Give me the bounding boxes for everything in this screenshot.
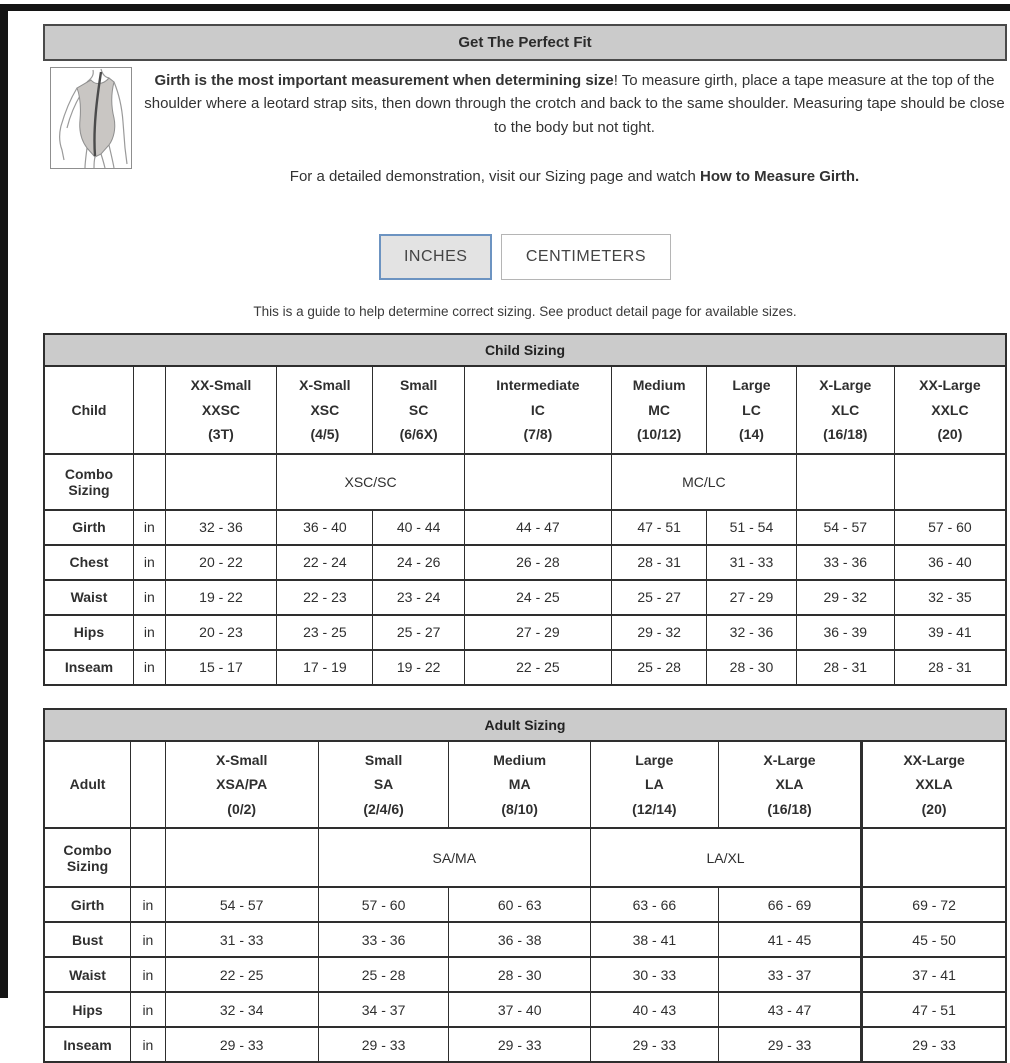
unit-value: in xyxy=(131,887,166,922)
adult-table-header-row xyxy=(44,741,1006,829)
unit-column-header xyxy=(133,366,165,454)
cell-value: 22 - 25 xyxy=(464,650,611,685)
measurement-label: Inseam xyxy=(44,650,133,685)
size-name: Intermediate xyxy=(465,373,611,398)
cell-value: 22 - 23 xyxy=(277,580,373,615)
unit-value: in xyxy=(133,510,165,545)
size-name: Large xyxy=(591,748,718,773)
size-range: (7/8) xyxy=(465,422,611,447)
col-x-small-adult xyxy=(165,741,318,829)
child-girth-row xyxy=(44,510,1006,545)
col-medium-child xyxy=(612,366,707,454)
size-range: (6/6X) xyxy=(373,422,463,447)
combo-unit-cell xyxy=(131,828,166,887)
cell-value: 37 - 40 xyxy=(449,992,590,1027)
adult-table-title-row xyxy=(44,709,1006,741)
girth-intro-section xyxy=(43,65,1007,188)
combo-group-mc-lc: MC/LC xyxy=(612,454,797,510)
cell-value: 41 - 45 xyxy=(718,922,861,957)
adult-inseam-row xyxy=(44,1027,1006,1062)
cell-value: 29 - 33 xyxy=(318,1027,449,1062)
cell-value: 22 - 25 xyxy=(165,957,318,992)
measurement-label: Bust xyxy=(44,922,131,957)
col-xx-large-adult xyxy=(862,741,1006,829)
combo-group-sa-ma: SA/MA xyxy=(318,828,590,887)
col-small-child xyxy=(373,366,464,454)
cell-value: 17 - 19 xyxy=(277,650,373,685)
demo-line xyxy=(144,165,1005,188)
size-name: X-Small xyxy=(277,373,372,398)
cell-value: 45 - 50 xyxy=(862,922,1006,957)
child-table-title-row xyxy=(44,334,1006,366)
cell-value: 20 - 23 xyxy=(165,615,277,650)
size-name: Medium xyxy=(612,373,706,398)
cell-value: 27 - 29 xyxy=(464,615,611,650)
size-code: XXSC xyxy=(166,398,277,423)
cell-value: 60 - 63 xyxy=(449,887,590,922)
cell-value: 54 - 57 xyxy=(796,510,894,545)
window-frame-left xyxy=(0,4,8,998)
cell-value: 29 - 33 xyxy=(165,1027,318,1062)
cell-value: 33 - 36 xyxy=(796,545,894,580)
adult-girth-row xyxy=(44,887,1006,922)
leotard-girth-diagram-icon xyxy=(50,67,132,169)
cell-value: 36 - 38 xyxy=(449,922,590,957)
unit-column-header xyxy=(131,741,166,829)
adult-corner-label: Adult xyxy=(44,741,131,829)
cell-value: 23 - 25 xyxy=(277,615,373,650)
measurement-label: Girth xyxy=(44,887,131,922)
cell-value: 29 - 33 xyxy=(718,1027,861,1062)
col-x-large-child xyxy=(796,366,894,454)
measurement-label: Chest xyxy=(44,545,133,580)
combo-empty-xxlc xyxy=(894,454,1006,510)
cell-value: 29 - 32 xyxy=(612,615,707,650)
child-inseam-row xyxy=(44,650,1006,685)
cell-value: 36 - 40 xyxy=(277,510,373,545)
combo-unit-cell xyxy=(133,454,165,510)
unit-toggle xyxy=(43,234,1007,280)
cell-value: 39 - 41 xyxy=(894,615,1006,650)
combo-empty-ic xyxy=(464,454,611,510)
unit-value: in xyxy=(133,580,165,615)
cell-value: 28 - 31 xyxy=(894,650,1006,685)
cell-value: 32 - 36 xyxy=(707,615,796,650)
child-waist-row xyxy=(44,580,1006,615)
size-name: Large xyxy=(707,373,795,398)
child-chest-row xyxy=(44,545,1006,580)
centimeters-button[interactable]: CENTIMETERS xyxy=(501,234,671,280)
size-range: (20) xyxy=(863,797,1005,822)
page-title: Get The Perfect Fit xyxy=(43,24,1007,61)
sizing-note: This is a guide to help determine correct sizing. See product detail page for available sizes. xyxy=(43,304,1007,319)
cell-value: 28 - 31 xyxy=(612,545,707,580)
col-small-adult xyxy=(318,741,449,829)
measurement-label: Waist xyxy=(44,580,133,615)
cell-value: 24 - 26 xyxy=(373,545,464,580)
demo-text: For a detailed demonstration, visit our Sizing page and watch xyxy=(290,168,700,185)
size-range: (16/18) xyxy=(719,797,860,822)
cell-value: 66 - 69 xyxy=(718,887,861,922)
cell-value: 15 - 17 xyxy=(165,650,277,685)
measurement-label: Hips xyxy=(44,615,133,650)
cell-value: 33 - 36 xyxy=(318,922,449,957)
size-code: XLC xyxy=(797,398,894,423)
col-xx-large-child xyxy=(894,366,1006,454)
unit-value: in xyxy=(131,992,166,1027)
size-code: SA xyxy=(319,772,449,797)
combo-empty-xsa xyxy=(165,828,318,887)
adult-bust-row xyxy=(44,922,1006,957)
cell-value: 29 - 33 xyxy=(590,1027,718,1062)
combo-label-line1: Combo xyxy=(45,842,130,858)
child-hips-row xyxy=(44,615,1006,650)
size-name: Small xyxy=(373,373,463,398)
cell-value: 54 - 57 xyxy=(165,887,318,922)
col-medium-adult xyxy=(449,741,590,829)
col-x-small-child xyxy=(277,366,373,454)
measurement-label: Inseam xyxy=(44,1027,131,1062)
child-table-title: Child Sizing xyxy=(44,334,1006,366)
cell-value: 31 - 33 xyxy=(707,545,796,580)
cell-value: 43 - 47 xyxy=(718,992,861,1027)
cell-value: 69 - 72 xyxy=(862,887,1006,922)
cell-value: 20 - 22 xyxy=(165,545,277,580)
adult-table-title: Adult Sizing xyxy=(44,709,1006,741)
col-large-adult xyxy=(590,741,718,829)
combo-group-la-xl: LA/XL xyxy=(590,828,861,887)
cell-value: 25 - 27 xyxy=(373,615,464,650)
cell-value: 23 - 24 xyxy=(373,580,464,615)
unit-value: in xyxy=(133,545,165,580)
col-x-large-adult xyxy=(718,741,861,829)
cell-value: 32 - 34 xyxy=(165,992,318,1027)
child-table-header-row xyxy=(44,366,1006,454)
size-name: Medium xyxy=(449,748,589,773)
size-code: MC xyxy=(612,398,706,423)
sizing-guide-page xyxy=(43,0,1007,1063)
combo-empty-xlc xyxy=(796,454,894,510)
size-code: XLA xyxy=(719,772,860,797)
cell-value: 24 - 25 xyxy=(464,580,611,615)
cell-value: 19 - 22 xyxy=(165,580,277,615)
cell-value: 36 - 40 xyxy=(894,545,1006,580)
unit-value: in xyxy=(131,922,166,957)
girth-instructions-bold: Girth is the most important measurement when determining size xyxy=(154,72,613,89)
cell-value: 40 - 43 xyxy=(590,992,718,1027)
cell-value: 29 - 32 xyxy=(796,580,894,615)
cell-value: 28 - 31 xyxy=(796,650,894,685)
cell-value: 25 - 28 xyxy=(612,650,707,685)
size-code: IC xyxy=(465,398,611,423)
size-range: (2/4/6) xyxy=(319,797,449,822)
cell-value: 38 - 41 xyxy=(590,922,718,957)
cell-value: 36 - 39 xyxy=(796,615,894,650)
size-range: (14) xyxy=(707,422,795,447)
size-code: SC xyxy=(373,398,463,423)
size-range: (12/14) xyxy=(591,797,718,822)
combo-sizing-label xyxy=(44,454,133,510)
col-large-child xyxy=(707,366,796,454)
cell-value: 25 - 27 xyxy=(612,580,707,615)
size-range: (3T) xyxy=(166,422,277,447)
cell-value: 22 - 24 xyxy=(277,545,373,580)
size-range: (8/10) xyxy=(449,797,589,822)
size-code: XSA/PA xyxy=(166,772,318,797)
measurement-label: Waist xyxy=(44,957,131,992)
size-name: X-Small xyxy=(166,748,318,773)
cell-value: 34 - 37 xyxy=(318,992,449,1027)
unit-value: in xyxy=(131,1027,166,1062)
cell-value: 32 - 35 xyxy=(894,580,1006,615)
combo-empty-xxla xyxy=(862,828,1006,887)
measurement-label: Hips xyxy=(44,992,131,1027)
cell-value: 28 - 30 xyxy=(707,650,796,685)
combo-label-line2: Sizing xyxy=(45,482,133,498)
size-range: (4/5) xyxy=(277,422,372,447)
size-code: LC xyxy=(707,398,795,423)
adult-waist-row xyxy=(44,957,1006,992)
size-name: Small xyxy=(319,748,449,773)
cell-value: 57 - 60 xyxy=(318,887,449,922)
col-xx-small-child xyxy=(165,366,277,454)
cell-value: 47 - 51 xyxy=(862,992,1006,1027)
combo-sizing-label xyxy=(44,828,131,887)
cell-value: 44 - 47 xyxy=(464,510,611,545)
size-code: XXLC xyxy=(895,398,1005,423)
size-range: (0/2) xyxy=(166,797,318,822)
size-name: XX-Large xyxy=(895,373,1005,398)
cell-value: 57 - 60 xyxy=(894,510,1006,545)
cell-value: 29 - 33 xyxy=(862,1027,1006,1062)
cell-value: 25 - 28 xyxy=(318,957,449,992)
size-code: LA xyxy=(591,772,718,797)
size-name: X-Large xyxy=(797,373,894,398)
demo-bold: How to Measure Girth. xyxy=(700,168,859,185)
cell-value: 29 - 33 xyxy=(449,1027,590,1062)
cell-value: 31 - 33 xyxy=(165,922,318,957)
child-combo-row xyxy=(44,454,1006,510)
girth-instructions xyxy=(132,65,1007,188)
size-range: (20) xyxy=(895,422,1005,447)
cell-value: 47 - 51 xyxy=(612,510,707,545)
child-corner-label: Child xyxy=(44,366,133,454)
child-sizing-table xyxy=(43,333,1007,686)
girth-instructions-rest: ! To measure girth, place a tape measure at the top of the shoulder where a leotard strap sits, then down through the crotch and back to the same shoulder. Measuring tape should be close to the body but not tight. xyxy=(144,72,1005,136)
size-code: XSC xyxy=(277,398,372,423)
cell-value: 33 - 37 xyxy=(718,957,861,992)
adult-combo-row xyxy=(44,828,1006,887)
size-code: XXLA xyxy=(863,772,1005,797)
unit-value: in xyxy=(131,957,166,992)
combo-label-line2: Sizing xyxy=(45,858,130,874)
combo-empty-xxsc xyxy=(165,454,277,510)
size-name: XX-Large xyxy=(863,748,1005,773)
unit-value: in xyxy=(133,615,165,650)
size-name: XX-Small xyxy=(166,373,277,398)
cell-value: 19 - 22 xyxy=(373,650,464,685)
cell-value: 51 - 54 xyxy=(707,510,796,545)
size-range: (16/18) xyxy=(797,422,894,447)
cell-value: 32 - 36 xyxy=(165,510,277,545)
cell-value: 27 - 29 xyxy=(707,580,796,615)
cell-value: 40 - 44 xyxy=(373,510,464,545)
unit-value: in xyxy=(133,650,165,685)
cell-value: 63 - 66 xyxy=(590,887,718,922)
combo-group-xsc-sc: XSC/SC xyxy=(277,454,465,510)
cell-value: 26 - 28 xyxy=(464,545,611,580)
inches-button[interactable]: INCHES xyxy=(379,234,492,280)
combo-label-line1: Combo xyxy=(45,466,133,482)
cell-value: 30 - 33 xyxy=(590,957,718,992)
size-code: MA xyxy=(449,772,589,797)
cell-value: 28 - 30 xyxy=(449,957,590,992)
size-name: X-Large xyxy=(719,748,860,773)
cell-value: 37 - 41 xyxy=(862,957,1006,992)
measurement-label: Girth xyxy=(44,510,133,545)
size-range: (10/12) xyxy=(612,422,706,447)
col-intermediate-child xyxy=(464,366,611,454)
